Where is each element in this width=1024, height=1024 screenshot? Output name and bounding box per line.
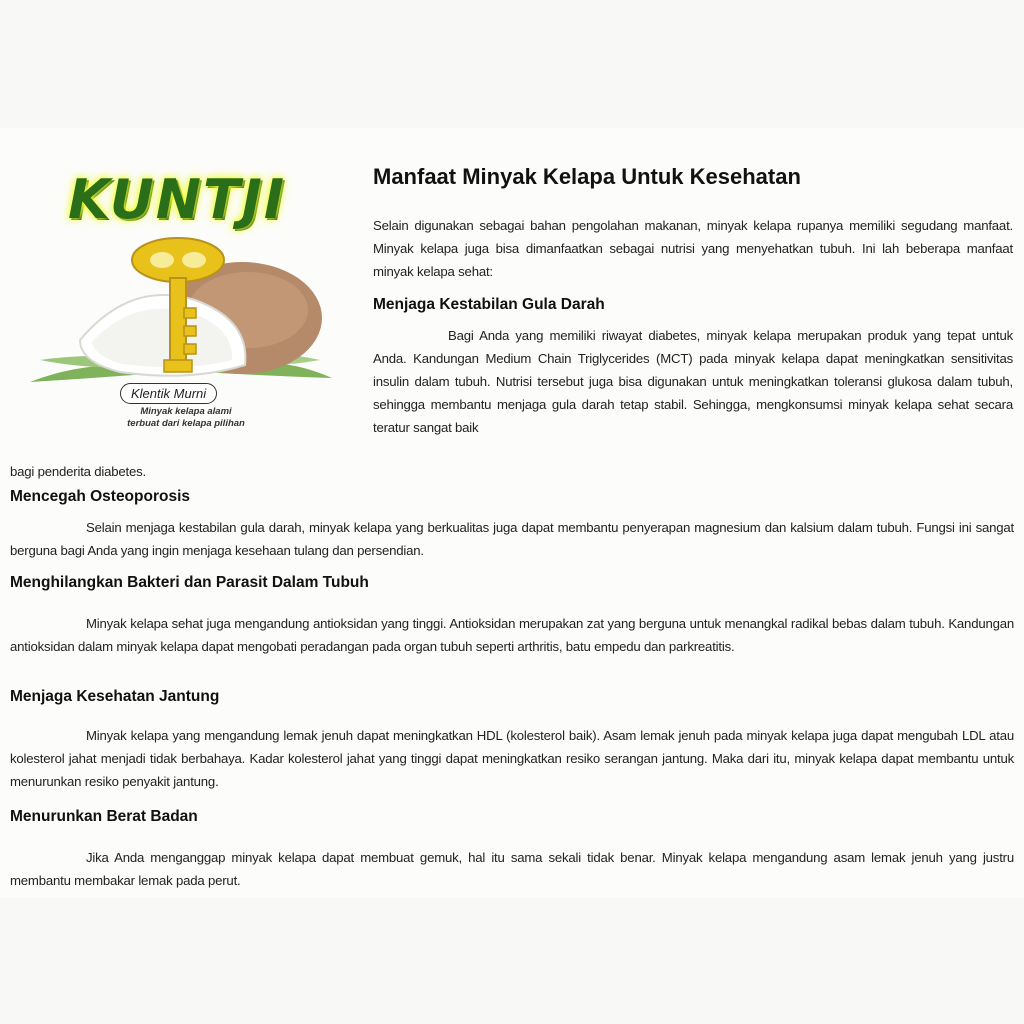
section-heading-gula-darah: Menjaga Kestabilan Gula Darah — [373, 296, 605, 313]
intro-paragraph: Selain digunakan sebagai bahan pengolahan makanan, minyak kelapa rupanya memiliki segudang manfaat. Minyak kelapa juga bisa dimanfaatkan sebagai nutrisi yang menyehatkan tubuh. Ini lah beberapa manfaat minyak kelapa sehat: — [373, 218, 1013, 279]
section-heading-jantung: Menjaga Kesehatan Jantung — [10, 688, 220, 705]
section-heading-osteoporosis: Mencegah Osteoporosis — [10, 488, 191, 505]
section-body-osteoporosis: Selain menjaga kestabilan gula darah, minyak kelapa yang berkualitas juga dapat membantu penyerapan magnesium dan kalsium dalam tubuh. Fungsi ini sangat berguna bagi Anda yang ingin menjaga kesehaan tulang dan persendian. — [10, 520, 1014, 558]
brand-badge: Klentik Murni — [120, 383, 217, 404]
section-body-jantung: Minyak kelapa yang mengandung lemak jenuh dapat meningkatkan HDL (kolesterol baik). Asam lemak jenuh pada minyak kelapa juga dapat mengubah LDL atau kolesterol jahat menjadi tidak berbahaya. Kadar kolesterol jahat yang tinggi dapat meningkatkan resiko serangan jantung. Maka dari itu, minyak kelapa dapat membantu untuk menurunkan resiko penyakit jantung. — [10, 728, 1014, 789]
section-body-berat-badan: Jika Anda menganggap minyak kelapa dapat membuat gemuk, hal itu sama sekali tidak benar. Minyak kelapa mengandung asam lemak jenuh yang justru membantu membakar lemak pada perut. — [10, 850, 1014, 888]
section-heading-berat-badan: Menurunkan Berat Badan — [10, 808, 198, 825]
section-body-gula-darah-cont: bagi penderita diabetes. — [10, 464, 146, 479]
section-heading-bakteri: Menghilangkan Bakteri dan Parasit Dalam Tubuh — [10, 574, 369, 591]
kuntji-logo — [20, 150, 340, 450]
tagline-line-1: Minyak kelapa alami — [140, 406, 232, 417]
section-body-gula-darah: Bagi Anda yang memiliki riwayat diabetes, minyak kelapa merupakan produk yang tepat untuk Anda. Kandungan Medium Chain Triglycerides (MCT) pada minyak kelapa dapat meningkatkan sensitivitas insulin dalam tubuh. Nutrisi tersebut juga bisa digunakan untuk meningkatkan toleransi glukosa dalam tubuh, sehingga membantu menjaga gula darah tetap stabil. Sehingga, mengkonsumsi minyak kelapa sehat secara teratur sangat baik — [373, 328, 1013, 435]
brand-tagline — [86, 406, 286, 430]
section-body-bakteri: Minyak kelapa sehat juga mengandung antioksidan yang tinggi. Antioksidan merupakan zat yang berguna untuk menangkal radikal bebas dalam tubuh. Kandungan antioksidan dalam minyak kelapa dapat mengobati peradangan pada organ tubuh seperti arthritis, batu empedu dan parkreatitis. — [10, 616, 1014, 654]
tagline-line-2: terbuat dari kelapa pilihan — [127, 418, 245, 429]
brand-name: KUNTJI — [68, 168, 286, 231]
article-title: Manfaat Minyak Kelapa Untuk Kesehatan — [373, 164, 801, 189]
